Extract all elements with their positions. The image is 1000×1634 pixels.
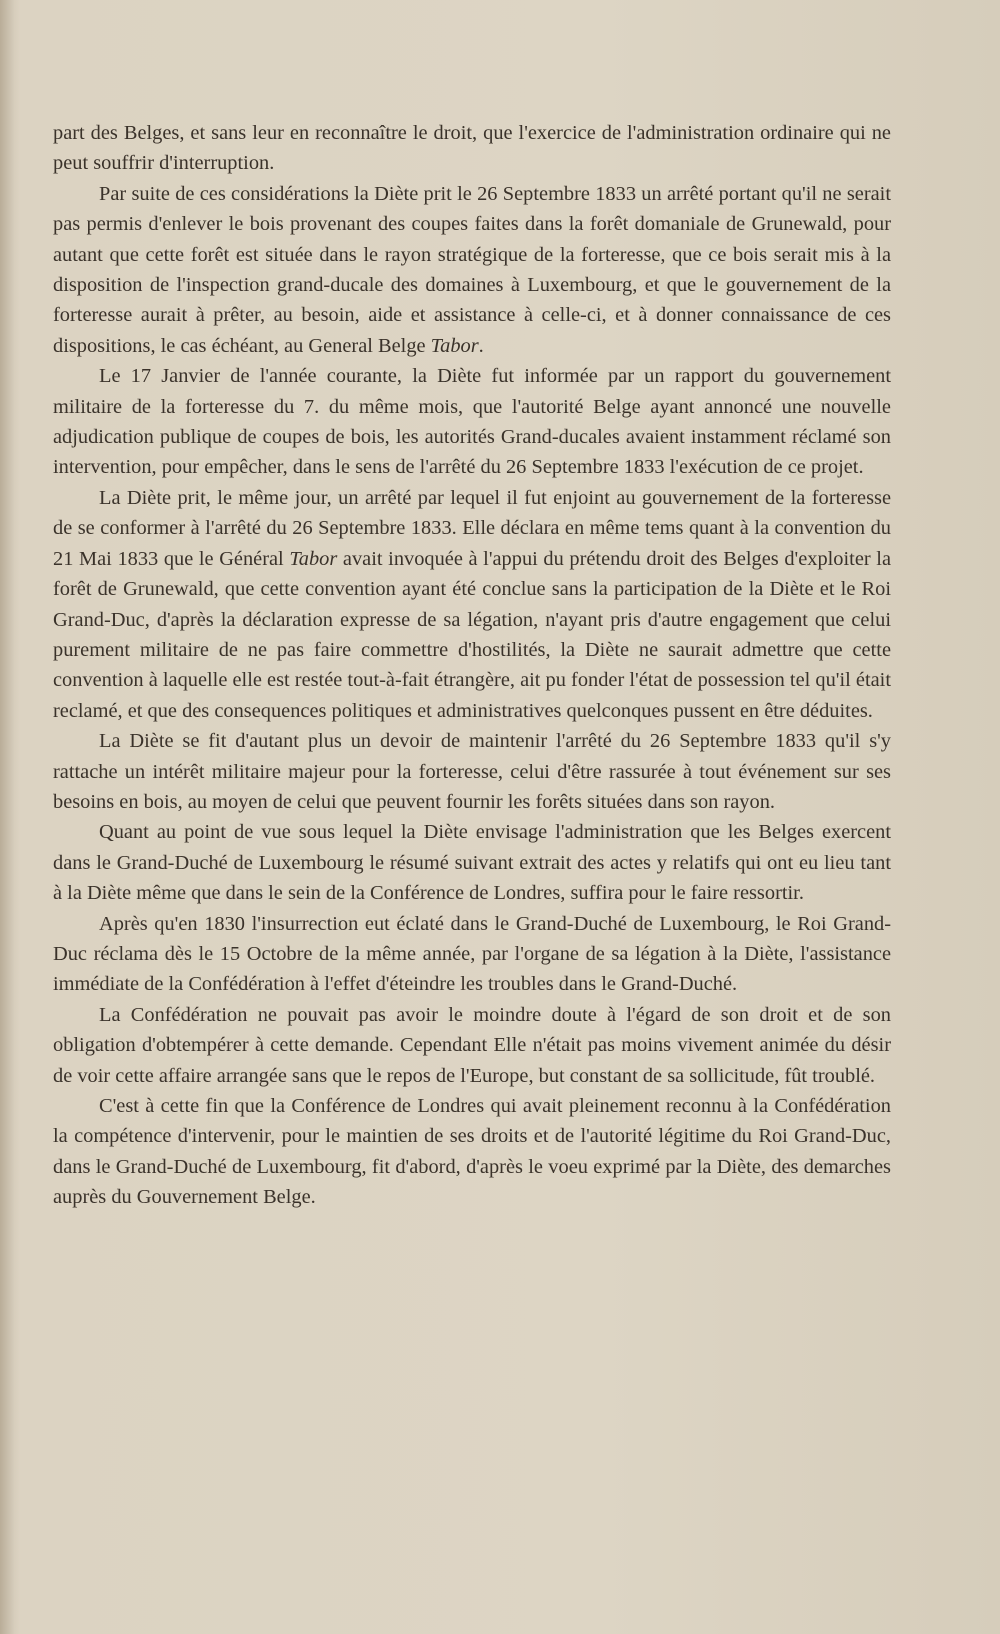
paragraph-8: La Confédération ne pouvait pas avoir le moindre doute à l'égard de son droit et de son obligation d'obtempérer à cette demande. Cependant Elle n'était pas moins vivement animée du désir de voir cette affaire arrangée sans que le repos de l'Europe, but constant de sa sollicitude, fût troublé.: [53, 1003, 891, 1087]
name-tabor: Tabor: [430, 334, 479, 357]
paragraph-5: La Diète se fit d'autant plus un devoir de maintenir l'arrêté du 26 Septembre 1833 qu'il s'y rattache un intérêt militaire majeur pour la forteresse, celui d'être rassurée à tout événement sur ses besoins en bois, au moyen de celui que peuvent fournir les forêts situées dans son rayon.: [53, 730, 891, 813]
paragraph-2: Par suite de ces considérations la Diète prit le 26 Septembre 1833 un arrêté portant qu'il ne serait pas permis d'enlever le bois provenant des coupes faites dans la forêt domaniale de Grunewald, pour autant que cette forêt est située dans le rayon stratégique de la forteresse, que ce bois serait mis à la disposition de l'inspection grand-ducale des domaines à Luxembourg, et que le gouvernement de la forteresse aurait à prêter, au besoin, aide et assistance à celle-ci, et à donner connaissance de ces dispositions, le cas échéant, au General Belge Tabor.: [53, 182, 891, 357]
paragraph-1: part des Belges, et sans leur en reconnaître le droit, que l'exercice de l'administration ordinaire qui ne peut souffrir d'interruption.: [53, 122, 891, 175]
body-text: [53, 118, 891, 1213]
page-gutter: [0, 0, 14, 1634]
paragraph-9: C'est à cette fin que la Conférence de Londres qui avait pleinement reconnu à la Confédération la compétence d'intervenir, pour le maintien de ses droits et de l'autorité légitime du Roi Grand-Duc, dans le Grand-Duché de Luxembourg, fit d'abord, d'après le voeu exprimé par la Diète, des demarches auprès du Gouvernement Belge.: [53, 1095, 891, 1209]
paragraph-6: Quant au point de vue sous lequel la Diète envisage l'administration que les Belges exercent dans le Grand-Duché de Luxembourg le résumé suivant extrait des actes y relatifs qui ont eu lieu tant à la Diète même que dans le sein de la Conférence de Londres, suffira pour le faire ressortir.: [53, 821, 891, 905]
name-tabor: Tabor: [289, 547, 338, 570]
paragraph-7: Après qu'en 1830 l'insurrection eut éclaté dans le Grand-Duché de Luxembourg, le Roi Grand-Duc réclama dès le 15 Octobre de la même année, par l'organe de sa légation à la Diète, l'assistance immédiate de la Confédération à l'effet d'éteindre les troubles dans le Grand-Duché.: [53, 912, 891, 996]
paragraph-4: La Diète prit, le même jour, un arrêté par lequel il fut enjoint au gouvernement de la forteresse de se conformer à l'arrêté du 26 Septembre 1833. Elle déclara en même tems quant à la convention du 21 Mai 1833 que le Général Tabor avait invoquée à l'appui du prétendu droit des Belges d'exploiter la forêt de Grunewald, que cette convention ayant été conclue sans la participation de la Diète et le Roi Grand-Duc, d'après la déclaration expresse de sa légation, n'ayant pris d'autre engagement que celui purement militaire de ne pas faire commettre d'hostilités, la Diète ne saurait admettre que cette convention à laquelle elle est restée tout-à-fait étrangère, ait pu fonder l'état de possession tel qu'il était reclamé, et que des consequences politiques et administratives quelconques pussent en être déduites.: [53, 486, 891, 722]
paragraph-3: Le 17 Janvier de l'année courante, la Diète fut informée par un rapport du gouvernement militaire de la forteresse du 7. du même mois, que l'autorité Belge ayant annoncé une nouvelle adjudication publique de coupes de bois, les autorités Grand-ducales avaient instamment réclamé son intervention, pour empêcher, dans le sens de l'arrêté du 26 Septembre 1833 l'exécution de ce projet.: [53, 365, 891, 479]
